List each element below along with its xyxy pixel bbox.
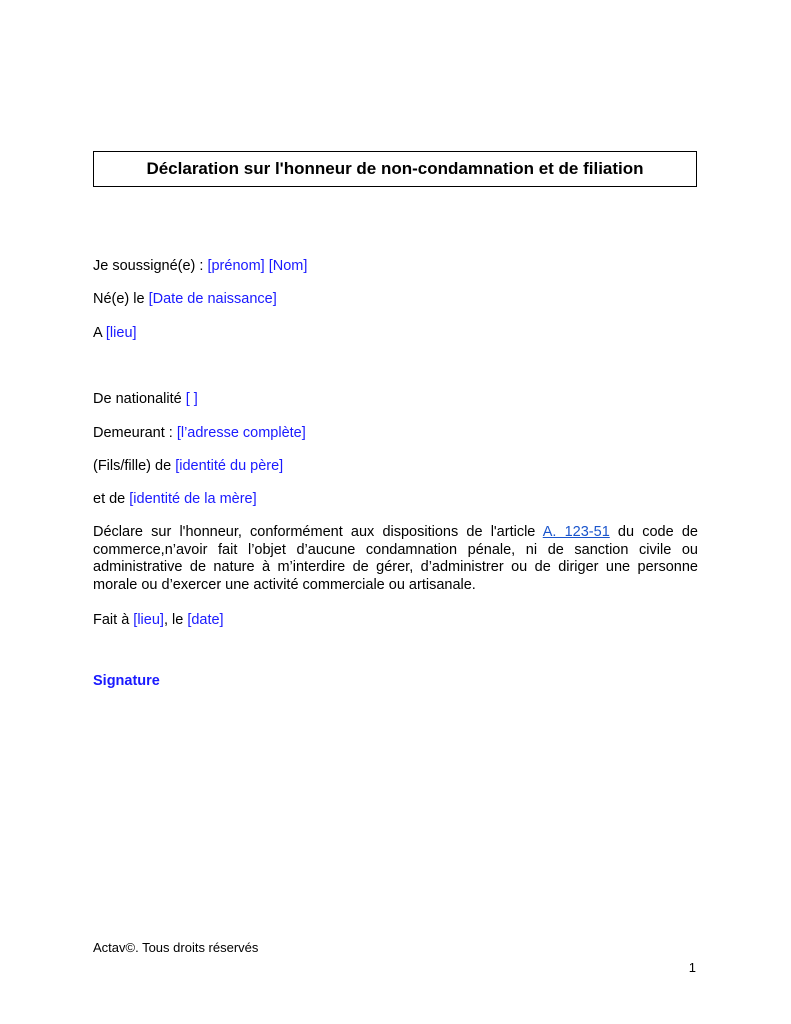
field-mere-value: [identité de la mère] bbox=[129, 491, 257, 507]
field-nationalite-label: De nationalité bbox=[93, 391, 186, 407]
field-soussigne-label: Je soussigné(e) : bbox=[93, 258, 208, 274]
field-naissance-label: Né(e) le bbox=[93, 291, 149, 307]
fait-separator: , le bbox=[163, 612, 188, 628]
page-number: 1 bbox=[688, 960, 696, 975]
field-soussigne bbox=[93, 258, 307, 275]
fait-date: [date] bbox=[187, 612, 224, 628]
signature-label: Signature bbox=[93, 673, 160, 689]
document-title: Déclaration sur l'honneur de non-condamnation et de filiation bbox=[146, 159, 644, 178]
fait-line bbox=[93, 612, 224, 629]
article-link[interactable]: A. 123-51 bbox=[542, 524, 610, 540]
document-title-box bbox=[93, 151, 697, 187]
declaration-text-start: Déclare sur l'honneur, conformément aux dispositions de l'article bbox=[93, 524, 543, 540]
field-mere bbox=[93, 491, 257, 508]
field-mere-label: et de bbox=[93, 491, 130, 507]
field-nationalite bbox=[93, 391, 198, 408]
field-pere-label: (Fils/fille) de bbox=[93, 458, 176, 474]
fait-prefix: Fait à bbox=[93, 612, 134, 628]
footer-copyright: Actav©. Tous droits réservés bbox=[93, 940, 259, 955]
field-nationalite-value: [ ] bbox=[185, 391, 198, 407]
fait-lieu: [lieu] bbox=[133, 612, 164, 628]
field-pere-value: [identité du père] bbox=[175, 458, 284, 474]
declaration-text-end: du code de commerce,n’avoir fait l’objet d’aucune condamnation pénale, ni de sanction civile ou administrative de nature à m’interdire de gérer, d’administrer ou de diriger une personne morale ou d’exercer une activité commerciale ou artisanale. bbox=[93, 524, 698, 593]
field-demeurant-label: Demeurant : bbox=[93, 425, 177, 441]
field-lieu-value: [lieu] bbox=[105, 325, 137, 341]
field-naissance-value: [Date de naissance] bbox=[148, 291, 277, 307]
field-soussigne-value: [prénom] [Nom] bbox=[207, 258, 308, 274]
declaration-paragraph bbox=[93, 524, 698, 594]
field-pere bbox=[93, 458, 283, 475]
field-demeurant bbox=[93, 425, 306, 442]
field-lieu bbox=[93, 325, 137, 342]
field-lieu-label: A bbox=[93, 325, 106, 341]
field-naissance bbox=[93, 291, 277, 308]
field-demeurant-value: [l’adresse complète] bbox=[176, 425, 306, 441]
